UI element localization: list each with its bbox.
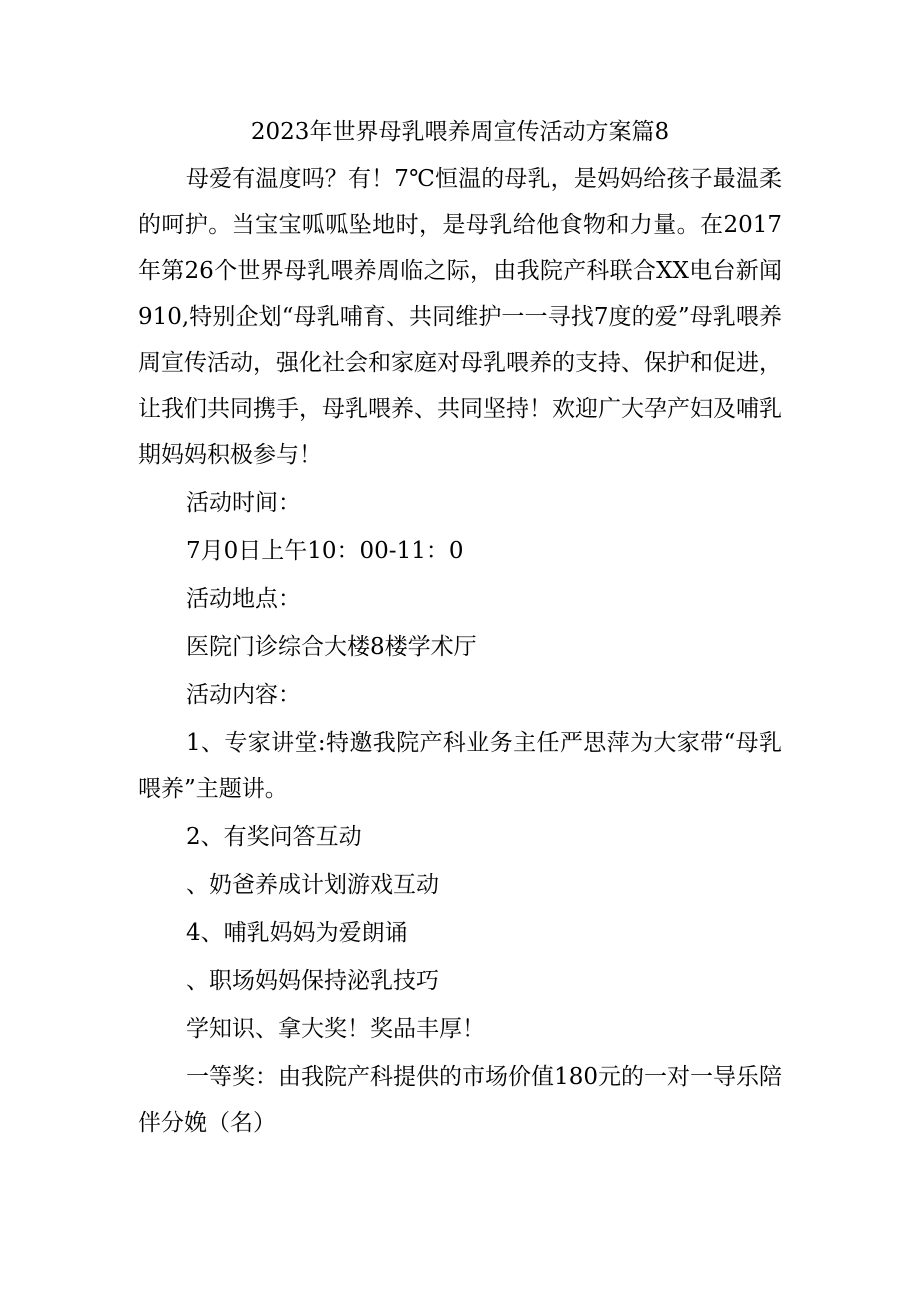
content-item-5: 、职场妈妈保持泌乳技巧 — [186, 968, 439, 994]
first-prize-paragraph: 一等奖：由我院产科提供的市场价值180元的一对一导乐陪伴分娩（名） — [138, 1064, 782, 1136]
content-item-1: 1、专家讲堂:特邀我院产科业务主任严思萍为大家带“母乳喂养”主题讲。 — [138, 730, 782, 802]
activity-time-label: 活动时间： — [186, 490, 301, 516]
activity-location-value: 医院门诊综合大楼8楼学术厅 — [186, 634, 477, 660]
activity-time-value: 7月0日上午10：00-11：0 — [186, 538, 464, 564]
prize-headline: 学知识、拿大奖！奖品丰厚！ — [186, 1016, 485, 1042]
content-item-3: 、奶爸养成计划游戏互动 — [186, 872, 439, 898]
activity-content-label: 活动内容： — [186, 682, 301, 708]
activity-location-label: 活动地点： — [186, 586, 301, 612]
content-item-4: 4、哺乳妈妈为爱朗诵 — [186, 920, 408, 946]
content-item-2: 2、有奖问答互动 — [186, 824, 362, 850]
document-title: 2023年世界母乳喂养周宣传活动方案篇8 — [250, 119, 670, 145]
intro-paragraph: 母爱有温度吗？有！7℃恒温的母乳，是妈妈给孩子最温柔的呵护。当宝宝呱呱坠地时，是母乳给他食物和力量。在2017年第26个世界母乳喂养周临之际，由我院产科联合XX电台新闻910,特别企划“母乳哺育、共同维护一一寻找7度的爱”母乳喂养周宣传活动，强化社会和家庭对母乳喂养的支持、保护和促进，让我们共同携手，母乳喂养、共同坚持！欢迎广大孕产妇及哺乳期妈妈积极参与！ — [138, 166, 782, 468]
